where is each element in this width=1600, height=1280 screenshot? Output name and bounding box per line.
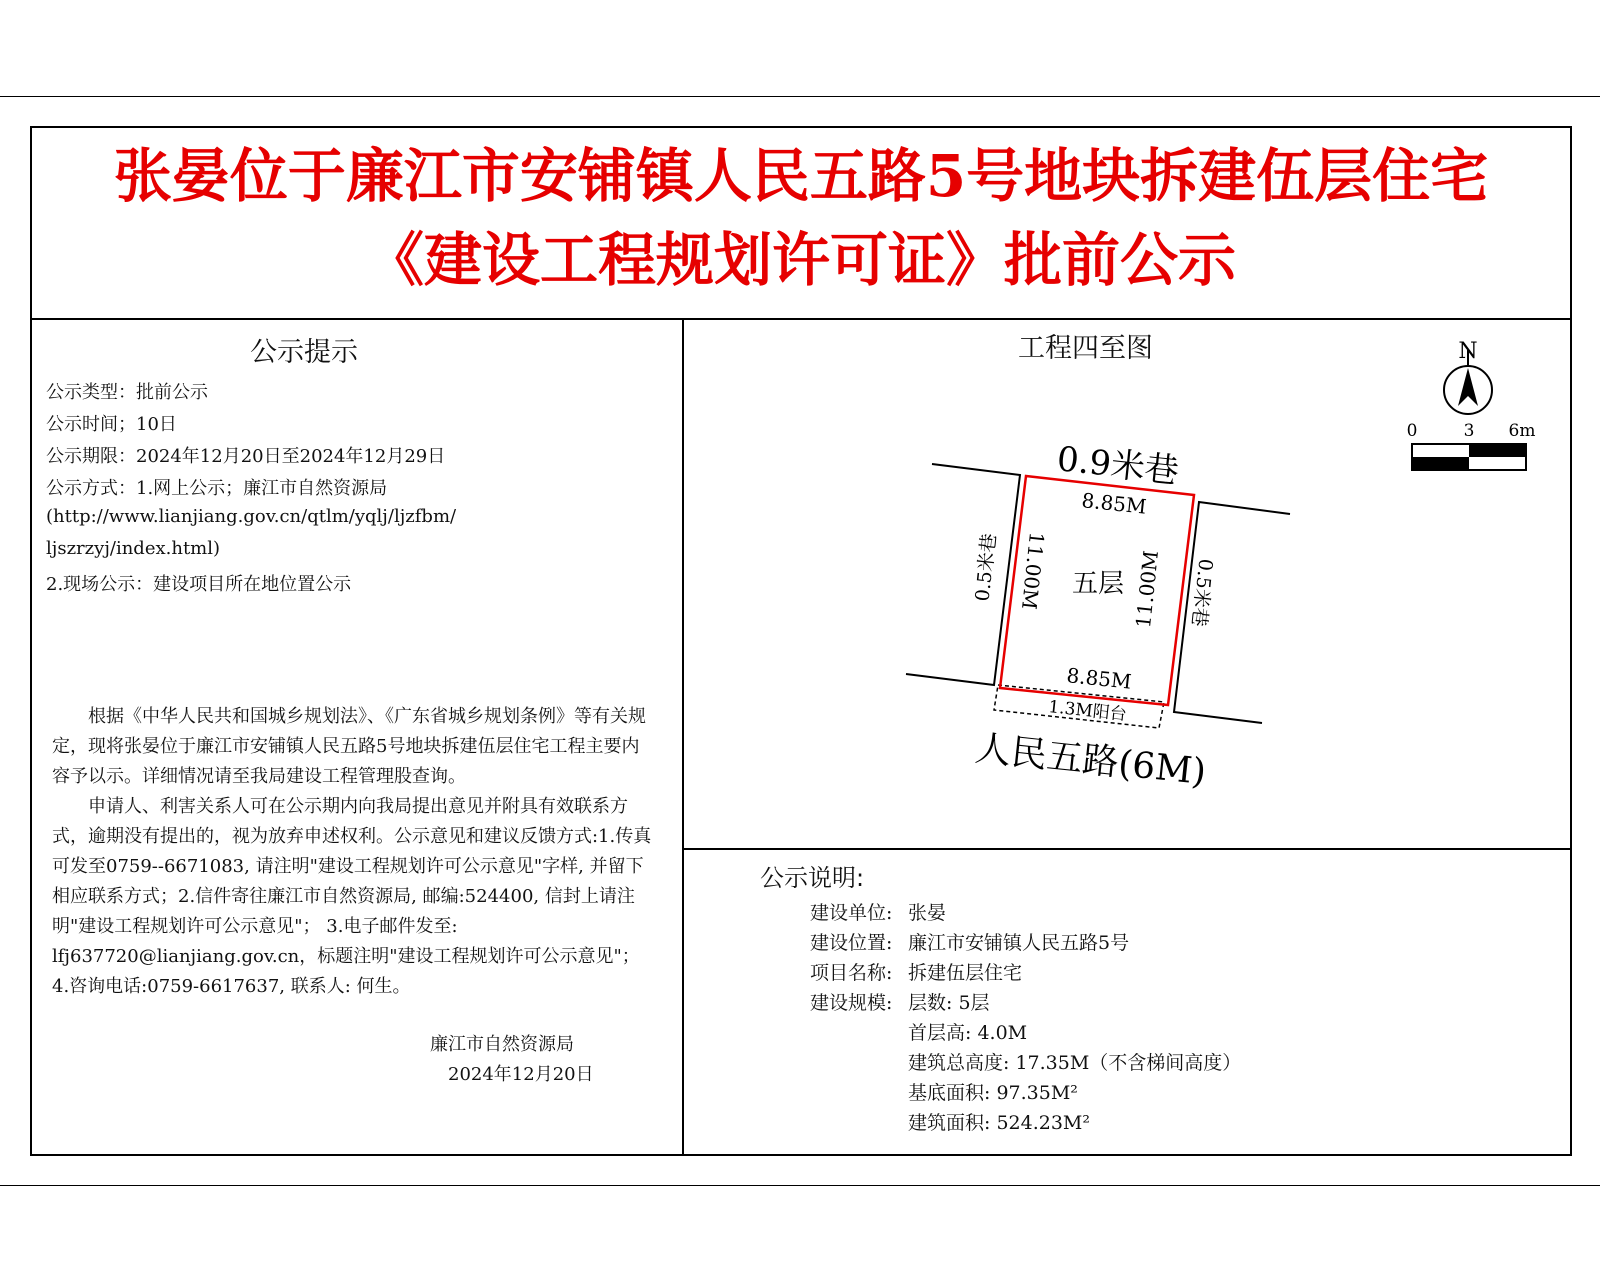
- notice-type: 公示类型：批前公示: [46, 382, 208, 403]
- desc-floors-value: 层数: 5层: [908, 992, 990, 1014]
- title-box: [32, 128, 1570, 320]
- site-map: [684, 320, 1570, 848]
- scale-label-3: 3: [1463, 421, 1475, 441]
- notice-method-online: 公示方式：1.网上公示；廉江市自然资源局: [46, 478, 388, 499]
- site-map-panel: [684, 320, 1570, 850]
- west-lane-label: 0.5米巷: [971, 532, 1001, 603]
- desc-first-floor: 首层高: 4.0M: [908, 1022, 1028, 1044]
- scale-bar: [1407, 421, 1536, 470]
- desc-unit-label: 建设单位:: [810, 902, 893, 924]
- notice-paragraph-2: 申请人、利害关系人可在公示期内向我局提出意见并附具有效联系方式，逾期没有提出的，视为放弃申述权利。公示意见和建议反馈方式:1.传真可发至0759--6671083, 请注明"建设工程规划许可公示意见"字样, 并留下相应联系方式；2.信件寄往廉江市自然资源局, 邮编:524400, 信封上请注明"建设工程规划许可公示意见"； 3.电子邮件发至: lfj637720@lianjiang.gov.cn，标题注明"建设工程规划许可公示意见"；4.咨询电话:0759-6617637, 联系人: 何生。: [52, 796, 652, 997]
- desc-project-value: 拆建伍层住宅: [908, 962, 1023, 984]
- desc-location: [810, 928, 1129, 955]
- notice-duration: 公示时间；10日: [46, 414, 177, 435]
- left-depth-label: 11.00M: [1016, 530, 1049, 611]
- east-lane-label: 0.5米巷: [1187, 557, 1217, 628]
- north-road-label: 0.9米巷: [1055, 439, 1181, 492]
- map-heading: 工程四至图: [1018, 333, 1153, 364]
- notice-url-line-2: ljszrzyj/index.html): [46, 538, 221, 559]
- notice-panel: [32, 320, 684, 1154]
- top-width-label: 8.85M: [1080, 488, 1148, 519]
- desc-base-area: 基底面积: 97.35M²: [908, 1082, 1078, 1104]
- north-arrow-icon: [1444, 339, 1492, 414]
- notice-body: [52, 702, 652, 1002]
- notice-period: 公示期限：2024年12月20日至2024年12月29日: [46, 446, 446, 467]
- notice-heading: 公示提示: [250, 337, 358, 368]
- desc-project-label: 项目名称:: [810, 962, 893, 984]
- notice-url-line-1: (http://www.lianjiang.gov.cn/qtlm/yqlj/ljzfbm/: [46, 506, 457, 527]
- right-depth-label: 11.00M: [1131, 549, 1164, 630]
- notice-sheet: [30, 126, 1572, 1156]
- desc-scale: [810, 988, 990, 1015]
- scale-label-0: 0: [1406, 421, 1418, 441]
- description-heading: 公示说明:: [760, 864, 865, 892]
- notice-method-onsite: 2.现场公示：建设项目所在地位置公示: [46, 574, 352, 595]
- desc-location-label: 建设位置:: [810, 932, 893, 954]
- bottom-width-label: 8.85M: [1065, 663, 1133, 694]
- scale-label-6: 6m: [1508, 421, 1536, 441]
- sign-date: 2024年12月20日: [448, 1064, 594, 1085]
- north-label: N: [1458, 339, 1478, 364]
- desc-unit: [810, 898, 946, 925]
- description-panel: [684, 850, 1570, 1154]
- desc-unit-value: 张晏: [908, 902, 947, 924]
- signer: 廉江市自然资源局: [430, 1034, 574, 1055]
- desc-project: [810, 958, 1022, 985]
- desc-total-height: 建筑总高度: 17.35M（不含梯间高度）: [908, 1052, 1242, 1074]
- floors-label: 五层: [1072, 569, 1125, 599]
- desc-floor-area: 建筑面积: 524.23M²: [908, 1112, 1090, 1134]
- desc-location-value: 廉江市安铺镇人民五路5号: [908, 932, 1130, 954]
- notice-paragraph-1: 根据《中华人民共和国城乡规划法》、《广东省城乡规划条例》等有关规定，现将张晏位于廉江市安铺镇人民五路5号地块拆建伍层住宅工程主要内容予以示。详细情况请至我局建设工程管理股查询。: [52, 706, 646, 787]
- title-line-2: 《建设工程规划许可证》批前公示: [365, 226, 1236, 294]
- title-line-1: 张晏位于廉江市安铺镇人民五路5号地块拆建伍层住宅: [113, 142, 1489, 210]
- desc-scale-label: 建设规模:: [810, 992, 893, 1014]
- balcony-label: 1.3M阳台: [1047, 697, 1128, 726]
- south-road-label: 人民五路(6M): [973, 728, 1208, 794]
